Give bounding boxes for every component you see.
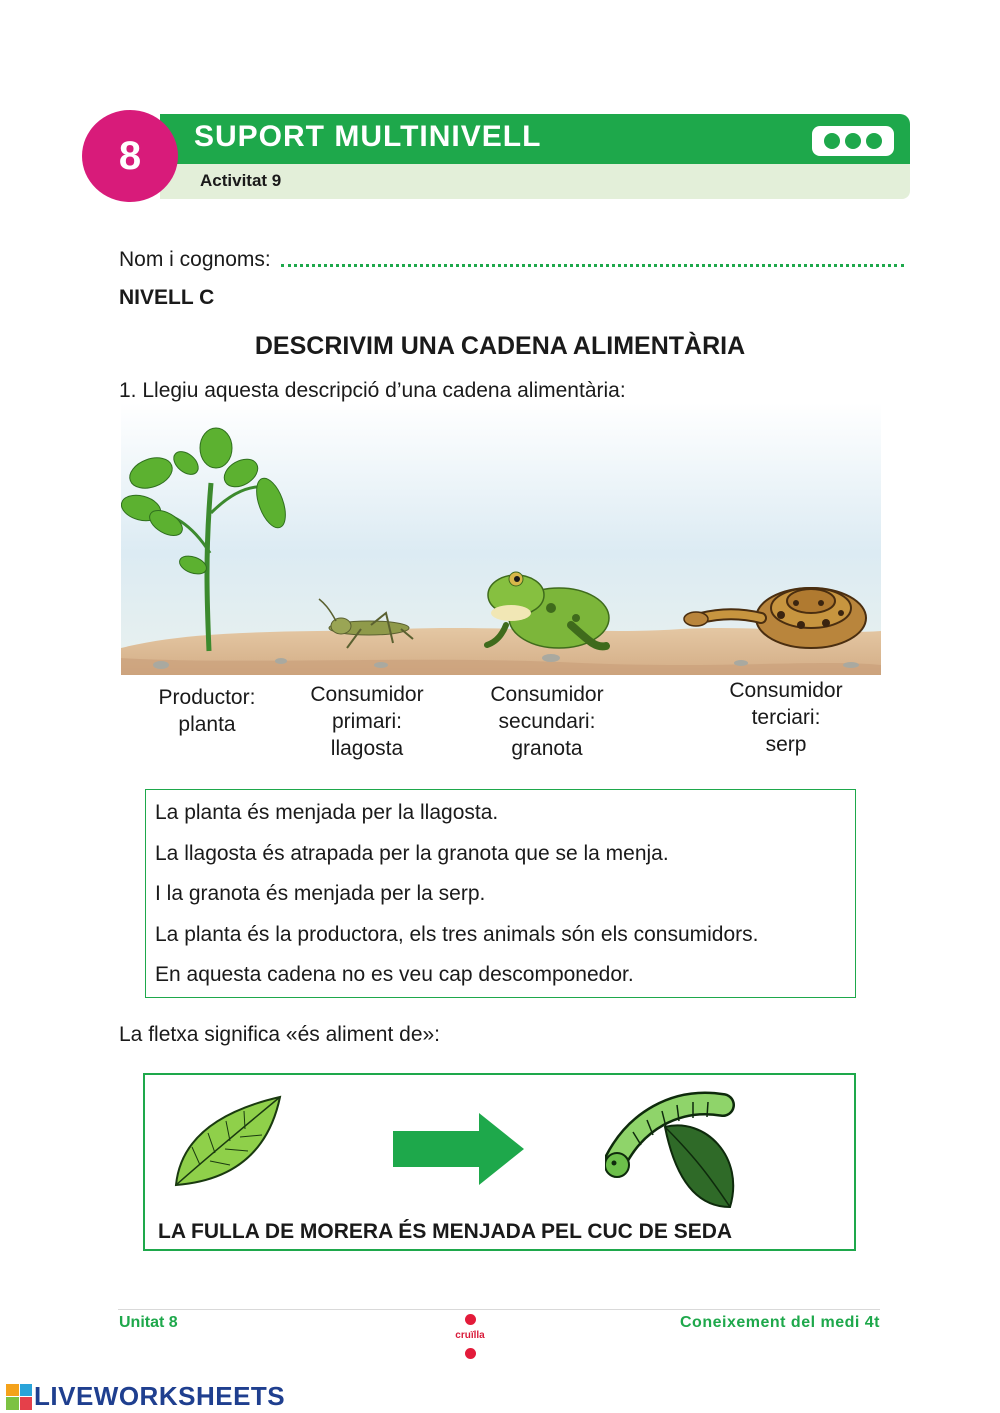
description-line: La planta és menjada per la llagosta.	[155, 801, 499, 824]
level-dot-icon	[866, 133, 882, 149]
silkworm-icon	[605, 1087, 745, 1215]
header-title: SUPORT MULTINIVELL	[194, 120, 542, 153]
food-chain-illustration	[121, 403, 881, 675]
description-line: En aquesta cadena no es veu cap descomponedor.	[155, 963, 634, 986]
level-dot-icon	[824, 133, 840, 149]
description-line: La llagosta és atrapada per la granota que se la menja.	[155, 841, 669, 865]
arrow-icon	[391, 1111, 526, 1187]
footer-subject: Coneixement del medi 4t	[680, 1314, 880, 1331]
level-label: NIVELL C	[119, 286, 215, 309]
caption-primary-consumer: Consumidor primari: llagosta	[310, 683, 424, 760]
liveworksheets-logo-icon	[6, 1384, 32, 1410]
instruction-text: 1. Llegiu aquesta descripció d’una cadena alimentària:	[119, 379, 626, 402]
description-line: I la granota és menjada per la serp.	[155, 882, 486, 905]
arrow-meaning-text: La fletxa significa «és aliment de»:	[119, 1023, 441, 1046]
publisher-logo	[440, 1312, 500, 1362]
caption-producer: Productor: planta	[158, 686, 256, 736]
name-field-row	[119, 248, 904, 272]
description-box	[145, 789, 856, 998]
activity-label: Activitat 9	[200, 171, 282, 190]
publisher-name: cruïlla	[455, 1330, 485, 1341]
unit-number-badge: 8	[82, 110, 178, 202]
description-line: La planta és la productora, els tres animals són els consumidors.	[155, 922, 759, 946]
name-label: Nom i cognoms:	[119, 248, 271, 271]
page-title: DESCRIVIM UNA CADENA ALIMENTÀRIA	[254, 332, 746, 360]
publisher-dot-icon	[465, 1348, 476, 1359]
liveworksheets-brand[interactable]	[6, 1381, 285, 1412]
name-input-line[interactable]	[281, 264, 904, 267]
example-caption: LA FULLA DE MORERA ÉS MENJADA PEL CUC DE SEDA	[158, 1220, 733, 1243]
mulberry-leaf-icon	[170, 1095, 285, 1190]
level-dot-icon	[845, 133, 861, 149]
example-box	[143, 1073, 856, 1251]
level-indicator	[812, 126, 894, 156]
footer-divider	[118, 1309, 880, 1310]
brand-name: LIVEWORKSHEETS	[34, 1381, 286, 1411]
footer-unit: Unitat 8	[119, 1314, 178, 1331]
caption-secondary-consumer: Consumidor secundari: granota	[490, 683, 604, 760]
caption-tertiary-consumer: Consumidor terciari: serp	[729, 679, 843, 756]
publisher-dot-icon	[465, 1314, 476, 1325]
